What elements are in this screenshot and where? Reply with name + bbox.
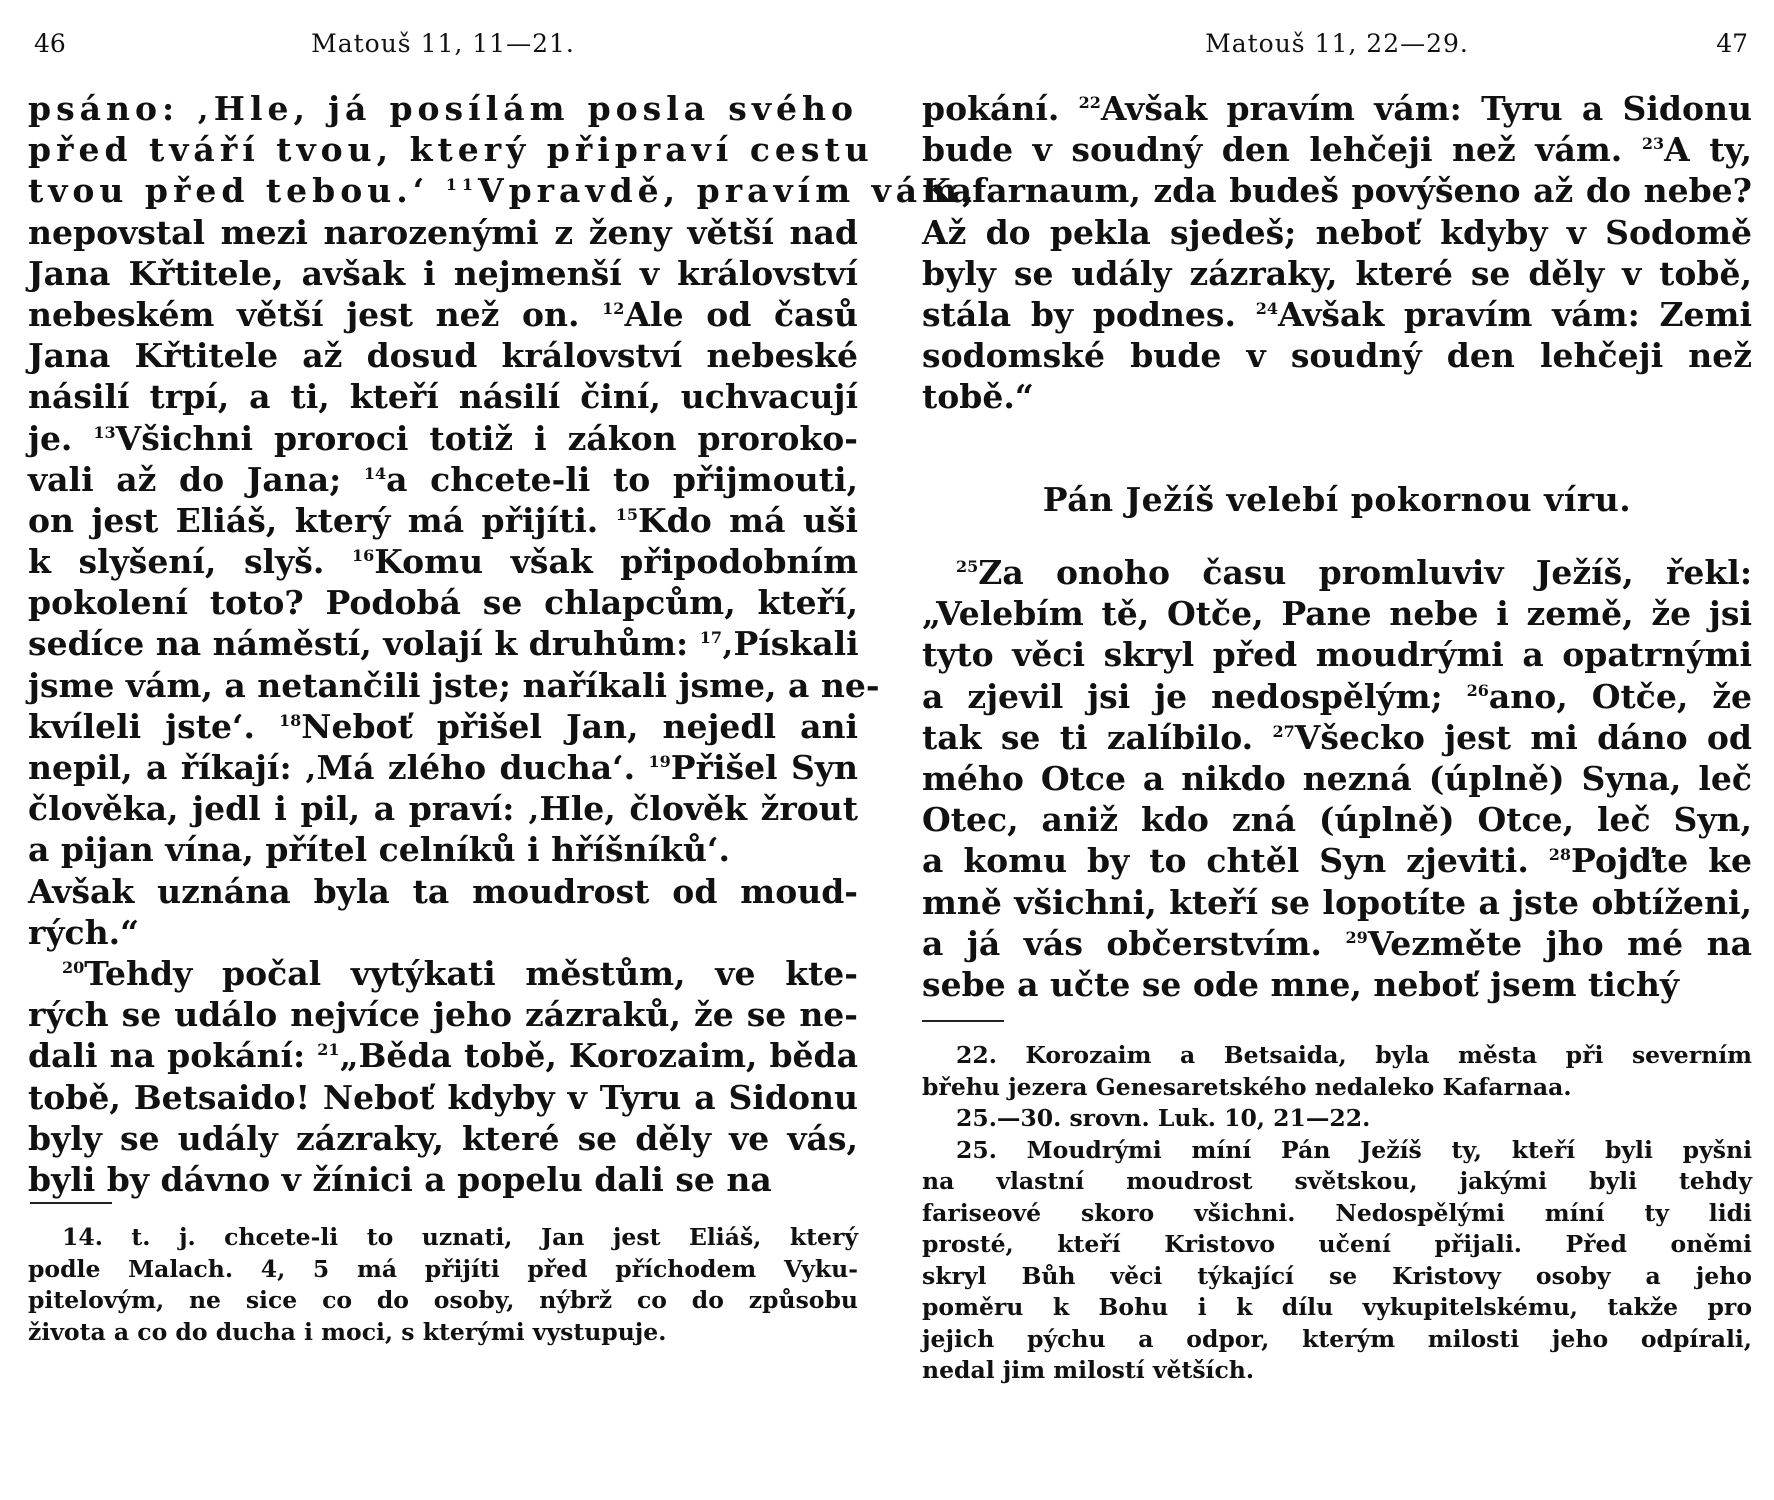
text-line: násilí trpí, a ti, kteří násilí činí, uchvacují (28, 377, 858, 417)
text-line: sodomské bude v soudný den lehčeji než (922, 336, 1752, 376)
text-line: bude v soudný den lehčeji než vám. $^{23}$A ty, (922, 130, 1752, 170)
section-heading: Pán Ježíš velebí pokornou víru. (1042, 480, 1632, 519)
page-number-right: 47 (1716, 29, 1748, 58)
footnote-line: 25. Moudrými míní Pán Ježíš ty, kteří byli pyšni (956, 1135, 1752, 1164)
body-text-left (28, 88, 979, 1200)
footnote-line: 25.—30. srovn. Luk. 10, 21—22. (956, 1104, 1371, 1132)
text-line: „Velebím tě, Otče, Pane nebe i země, že jsi (922, 594, 1752, 634)
text-line: $^{25}$Za onoho času promluviv Ježíš, řekl: (956, 553, 1752, 592)
left-page (28, 0, 979, 1500)
footnote-line: jejich pýchu a odpor, kterým milosti jeho odpírali, (922, 1324, 1752, 1353)
text-line: Až do pekla sjedeš; neboť kdyby v Sodomě (922, 212, 1752, 252)
text-line: on jest Eliáš, který má přijíti. $^{15}$Kdo má uši (28, 500, 858, 540)
text-line: a komu by to chtěl Syn zjeviti. $^{28}$Pojďte ke (922, 841, 1753, 881)
footnote-line: poměru k Bohu i k dílu vykupitelskému, takže pro (922, 1293, 1752, 1321)
text-line: tak se ti zalíbilo. $^{27}$Všecko jest mi dáno od (922, 717, 1752, 757)
right-page (922, 0, 1752, 1500)
footnote-line: podle Malach. 4, 5 má přijíti před příchodem Vyku- (28, 1254, 858, 1283)
body-text-right (922, 88, 1752, 418)
running-title-right: Matouš 11, 22—29. (1205, 29, 1469, 58)
text-line: a pijan vína, přítel celníků i hříšníků‘. (28, 830, 730, 870)
text-line: rých.“ (28, 912, 140, 952)
text-line: člověka, jedl i pil, a praví: ‚Hle, člověk žrout (28, 789, 858, 829)
footnotes-right (922, 1040, 1752, 1387)
page-number-left: 46 (34, 29, 66, 58)
text-line: k slyšení, slyš. $^{16}$Komu však připodobním (28, 542, 858, 582)
body-text-right-2 (922, 552, 1752, 1005)
text-line: rých se událo nejvíce jeho zázraků, že se ne- (28, 995, 858, 1035)
footnote-line: prosté, kteří Kristovo učení přijali. Před oněmi (922, 1230, 1752, 1258)
footnote-line: života a co do ducha i moci, s kterými vystupuje. (28, 1317, 667, 1346)
text-line: před tváří tvou, který připraví cestu (28, 130, 874, 170)
text-line: $^{20}$Tehdy počal vytýkati městům, ve kte- (62, 953, 858, 993)
footnote-line: na vlastní moudrost světskou, jakými byli tehdy (922, 1167, 1752, 1195)
footnote-line: fariseové skoro všichni. Nedospělými míní ty lidi (922, 1198, 1752, 1227)
text-line: byly se udály zázraky, které se děly v tobě, (922, 253, 1752, 293)
text-line: dali na pokání: $^{21}$„Běda tobě, Korozaim, běda (28, 1036, 858, 1076)
text-line: Jana Křtitele, avšak i nejmenší v království (28, 253, 858, 293)
text-line: byly se udály zázraky, které se děly ve vás, (28, 1118, 858, 1158)
text-line: tvou před tebou.‘ $^{11}$Vpravdě, pravím vám, (28, 171, 979, 211)
footnote-rule-right (922, 1020, 1004, 1022)
text-line: tobě, Betsaido! Neboť kdyby v Tyru a Sidonu (28, 1077, 858, 1117)
text-line: stála by podnes. $^{24}$Avšak pravím vám: Zemi (922, 294, 1752, 334)
text-line: sedíce na náměstí, volají k druhům: $^{17}$‚Pískali (28, 624, 859, 664)
text-line: Otec, aniž kdo zná (úplně) Otce, leč Syn, (922, 800, 1752, 840)
text-line: nepovstal mezi narozenými z ženy větší nad (28, 212, 858, 252)
footnote-rule-left (30, 1202, 112, 1204)
text-line: vali až do Jana; $^{14}$a chcete-li to přijmouti, (28, 459, 858, 499)
text-line: Jana Křtitele až dosud království nebeské (28, 336, 858, 376)
text-line: pokání. $^{22}$Avšak pravím vám: Tyru a Sidonu (922, 89, 1752, 128)
footnote-line: 14. t. j. chcete-li to uznati, Jan jest Eliáš, který (62, 1223, 858, 1251)
footnote-line: 22. Korozaim a Betsaida, byla města při severním (956, 1041, 1752, 1069)
text-line: pokolení toto? Podobá se chlapcům, kteří, (28, 583, 858, 623)
running-head-right (922, 24, 1752, 64)
text-line: nebeském větší jest než on. $^{12}$Ale od časů (28, 294, 858, 334)
footnote-line: pitelovým, ne sice co do osoby, nýbrž co do způsobu (28, 1286, 858, 1314)
text-line: jsme vám, a netančili jste; naříkali jsme, a ne- (28, 665, 880, 705)
text-line: psáno: ‚Hle, já posílám posla svého (28, 89, 858, 128)
footnote-line: břehu jezera Genesaretského nedaleko Kafarnaa. (922, 1072, 1572, 1101)
text-line: sebe a učte se ode mne, neboť jsem tichý (922, 964, 1680, 1004)
footnotes-left (28, 1222, 858, 1348)
text-line: Kafarnaum, zda budeš povýšeno až do nebe? (922, 171, 1752, 211)
text-line: je. $^{13}$Všichni proroci totiž i zákon proroko- (28, 418, 859, 458)
running-head-left (28, 24, 858, 64)
text-line: a já vás občerstvím. $^{29}$Vezměte jho mé na (922, 923, 1752, 963)
text-line: tyto věci skryl před moudrými a opatrnými (922, 635, 1752, 675)
text-line: a zjevil jsi je nedospělým; $^{26}$ano, Otče, že (922, 676, 1753, 716)
text-line: mého Otce a nikdo nezná (úplně) Syna, leč (922, 758, 1752, 798)
text-line: byli by dávno v žínici a popelu dali se na (28, 1159, 772, 1199)
footnote-line: skryl Bůh věci týkající se Kristovy osoby a jeho (922, 1261, 1752, 1290)
text-line: nepil, a říkají: ‚Má zlého ducha‘. $^{19}$Přišel Syn (28, 748, 859, 787)
text-line: Avšak uznána byla ta moudrost od moud- (28, 871, 858, 911)
text-line: kvíleli jste‘. $^{18}$Neboť přišel Jan, nejedl ani (28, 706, 858, 746)
running-title-left: Matouš 11, 11—21. (311, 29, 575, 58)
text-line: tobě.“ (922, 377, 1034, 417)
text-line: mně všichni, kteří se lopotíte a jste obtíženi, (922, 882, 1752, 922)
footnote-line: nedal jim milostí větších. (922, 1356, 1255, 1384)
